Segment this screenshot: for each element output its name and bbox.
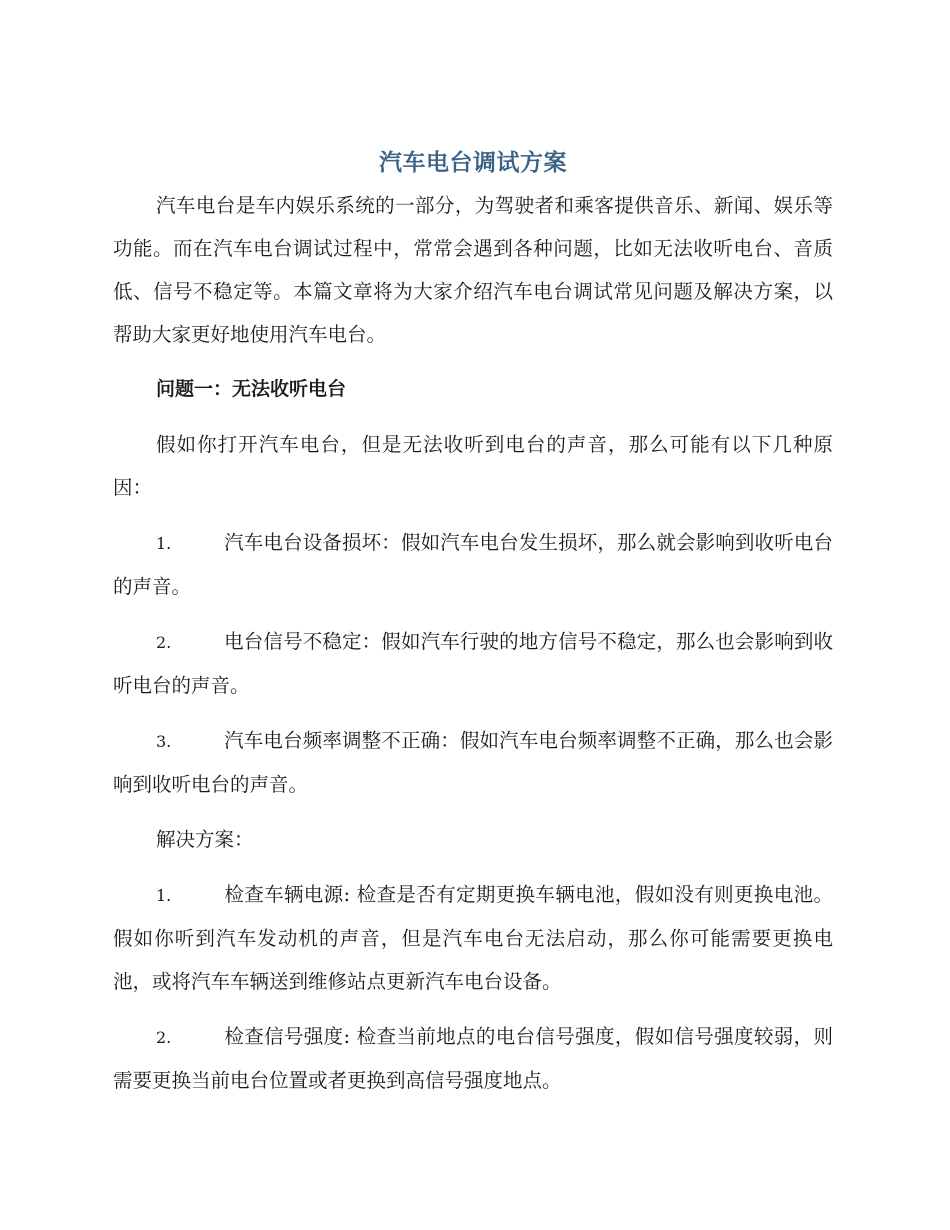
section-heading: 问题一：无法收听电台 <box>156 378 347 400</box>
section-lead: 假如你打开汽车电台，但是无法收听到电台的声音，那么可能有以下几种原因： <box>113 433 833 499</box>
list-number: 1. <box>156 886 172 905</box>
list-number: 2. <box>156 1028 172 1047</box>
intro-paragraph: 汽车电台是车内娱乐系统的一部分，为驾驶者和乘客提供音乐、新闻、娱乐等功能。而在汽车电台调试过程中，常常会遇到各种问题，比如无法收听电台、音质低、信号不稳定等。本篇文章将为大家介绍汽车电台调试常见问题及解决方案，以帮助大家更好地使用汽车电台。 <box>113 194 833 346</box>
document-body <box>113 146 833 1102</box>
cause-item-1 <box>113 521 833 608</box>
document-title: 汽车电台调试方案 <box>379 150 567 176</box>
list-number: 1. <box>156 534 172 553</box>
list-number: 3. <box>156 732 172 751</box>
list-text: 电台信号不稳定：假如汽车行驶的地方信号不稳定，那么也会影响到收听电台的声音。 <box>113 630 833 697</box>
list-text: 汽车电台设备损坏：假如汽车电台发生损坏，那么就会影响到收听电台的声音。 <box>113 531 833 598</box>
list-text: 汽车电台频率调整不正确：假如汽车电台频率调整不正确，那么也会影响到收听电台的声音。 <box>113 729 833 796</box>
solution-label: 解决方案： <box>156 828 254 851</box>
list-text: 检查信号强度: 检查当前地点的电台信号强度，假如信号强度较弱，则需要更换当前电台位置或者更换到高信号强度地点。 <box>113 1025 833 1092</box>
solution-item-2 <box>113 1015 833 1102</box>
list-text: 检查车辆电源: 检查是否有定期更换车辆电池，假如没有则更换电池。假如你听到汽车发动机的声音，但是汽车电台无法启动，那么你可能需要更换电池，或将汽车车辆送到维修站点更新汽车电台设备。 <box>113 883 833 993</box>
cause-item-3 <box>113 719 833 806</box>
cause-item-2 <box>113 620 833 707</box>
list-number: 2. <box>156 633 172 652</box>
solution-item-1 <box>113 873 833 1003</box>
